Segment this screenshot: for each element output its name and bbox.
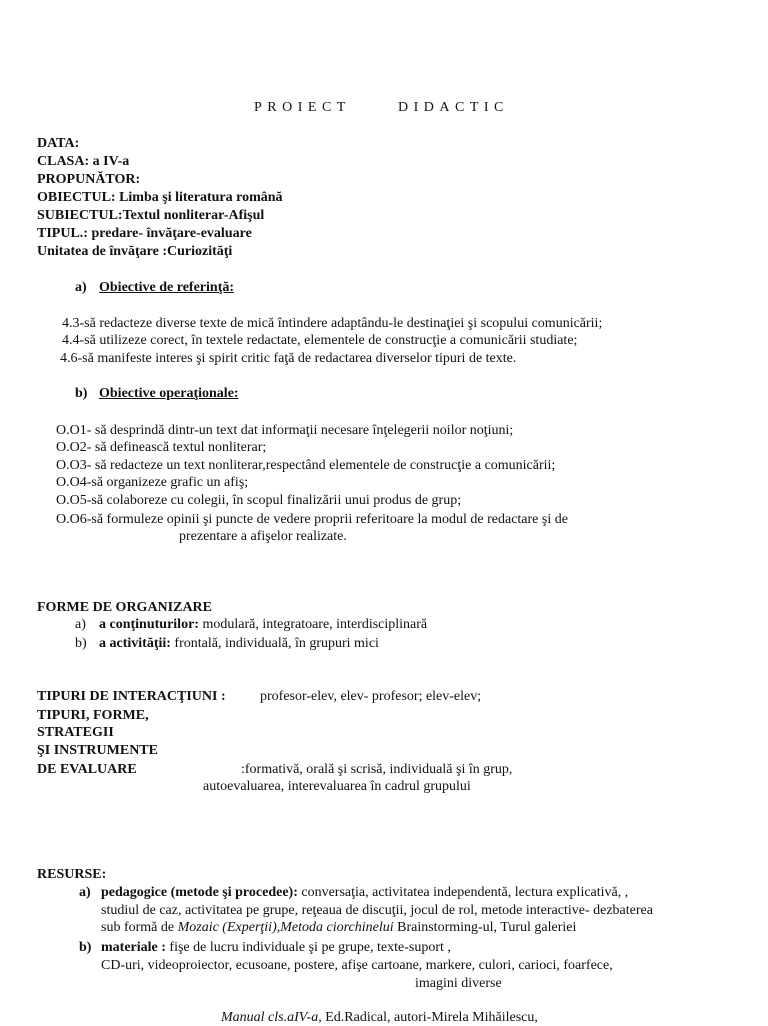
forme-heading: FORME DE ORGANIZARE bbox=[37, 600, 213, 615]
obj-ref-heading: Obiective de referinţă: bbox=[99, 280, 235, 295]
title-word-proiect: PROIECT bbox=[254, 100, 351, 115]
resurse-a-line-3-pre: sub formă de bbox=[101, 920, 178, 935]
obiectul-value: Limba şi literatura română bbox=[115, 190, 283, 205]
evaluare-line-3: ŞI INSTRUMENTE bbox=[37, 743, 158, 758]
obj-ref-marker: a) bbox=[75, 280, 87, 295]
clasa-value: a IV-a bbox=[89, 154, 130, 169]
subiectul-value: Textul nonliterar-Afişul bbox=[122, 208, 265, 223]
obj-ref-item: 4.6-să manifeste interes şi spirit critic faţă de redactarea diverselor tipuri de texte. bbox=[60, 351, 517, 366]
obj-op-heading: Obiective operaţionale: bbox=[99, 386, 239, 401]
subiectul-line bbox=[37, 207, 264, 224]
resurse-b-value: fişe de lucru individuale şi pe grupe, texte-suport , bbox=[165, 940, 451, 955]
tipul-label: TIPUL.: bbox=[37, 226, 88, 241]
data-label: DATA: bbox=[37, 136, 80, 151]
obj-op-item: O.O1- să desprindă dintr-un text dat informaţii necesare înţelegerii noilor noţiuni; bbox=[56, 423, 514, 438]
interactiuni-label: TIPURI DE INTERACŢIUNI : bbox=[37, 689, 226, 704]
obj-op-item: O.O4-să organizeze grafic un afiş; bbox=[56, 475, 249, 490]
title-word-didactic: DIDACTIC bbox=[398, 100, 509, 115]
forme-b-marker: b) bbox=[75, 636, 87, 651]
obj-op-item: O.O3- să redacteze un text nonliterar,respectând elementele de construcţie a comunicării; bbox=[56, 458, 556, 473]
evaluare-value-1: :formativă, orală şi scrisă, individuală şi în grup, bbox=[241, 762, 513, 777]
resurse-a-value: conversaţia, activitatea independentă, lectura explicativă, , bbox=[297, 885, 629, 900]
unitatea-value: Curiozităţi bbox=[167, 244, 233, 259]
evaluare-line-2: STRATEGII bbox=[37, 725, 114, 740]
resurse-a-line-3-post: Brainstorming-ul, Turul galeriei bbox=[393, 920, 577, 935]
resurse-a-line bbox=[101, 884, 628, 901]
obj-op-marker: b) bbox=[75, 386, 88, 401]
resurse-b-line-2: CD-uri, videoproiector, ecusoane, postere, afişe cartoane, markere, culori, carioci, foarfece, bbox=[101, 958, 613, 973]
forme-a-marker: a) bbox=[75, 617, 86, 632]
resurse-b-line-3: imagini diverse bbox=[415, 976, 502, 991]
tipul-value: predare- învăţare-evaluare bbox=[87, 226, 252, 241]
interactiuni-value: profesor-elev, elev- profesor; elev-elev; bbox=[260, 689, 482, 704]
forme-b-line bbox=[99, 635, 379, 652]
evaluare-line-4: DE EVALUARE bbox=[37, 762, 137, 777]
propunator-label: PROPUNĂTOR: bbox=[37, 172, 141, 187]
unitatea-label: Unitatea de învăţare : bbox=[37, 244, 167, 259]
resurse-a-label: pedagogice (metode şi procedee): bbox=[101, 885, 298, 900]
resurse-b-line bbox=[101, 939, 451, 956]
subiectul-label: SUBIECTUL: bbox=[37, 208, 123, 223]
clasa-line bbox=[37, 153, 129, 170]
resurse-a-marker: a) bbox=[79, 885, 91, 900]
manual-line bbox=[221, 1009, 538, 1026]
forme-b-value: frontală, individuală, în grupuri mici bbox=[170, 636, 379, 651]
resurse-heading: RESURSE: bbox=[37, 867, 107, 882]
clasa-label: CLASA: bbox=[37, 154, 90, 169]
manual-title: Manual cls.aIV-a, bbox=[221, 1010, 322, 1025]
obj-op-continuation: prezentare a afişelor realizate. bbox=[179, 529, 347, 544]
obj-op-item: O.O5-să colaboreze cu colegii, în scopul finalizării unui produs de grup; bbox=[56, 493, 462, 508]
forme-b-label: a activităţii: bbox=[99, 636, 171, 651]
obj-op-item: O.O2- să definească textul nonliterar; bbox=[56, 440, 267, 455]
evaluare-value-2: autoevaluarea, interevaluarea în cadrul grupului bbox=[203, 779, 471, 794]
obj-ref-item: 4.4-să utilizeze corect, în textele redactate, elementele de construcţie a comunicării studiate; bbox=[62, 333, 578, 348]
evaluare-line-1: TIPURI, FORME, bbox=[37, 708, 149, 723]
obiectul-line bbox=[37, 189, 283, 206]
obiectul-label: OBIECTUL: bbox=[37, 190, 116, 205]
obj-ref-item: 4.3-să redacteze diverse texte de mică întindere adaptându-le destinaţiei şi scopului comunicării; bbox=[62, 316, 603, 331]
obj-op-item: O.O6-să formuleze opinii şi puncte de vedere proprii referitoare la modul de redactare şi de bbox=[56, 512, 568, 527]
resurse-a-line-2: studiul de caz, activitatea pe grupe, reţeaua de discuţii, jocul de rol, metode interactive- dezbaterea bbox=[101, 903, 653, 918]
forme-a-line bbox=[99, 616, 427, 633]
resurse-b-marker: b) bbox=[79, 940, 92, 955]
tipul-line bbox=[37, 225, 252, 242]
resurse-b-label: materiale : bbox=[101, 940, 166, 955]
forme-a-value: modulară, integratoare, interdisciplinară bbox=[198, 617, 428, 632]
unitatea-line bbox=[37, 243, 232, 260]
forme-a-label: a conţinuturilor: bbox=[99, 617, 199, 632]
resurse-a-line-3-italic: Mozaic (Experţii),Metoda ciorchinelui bbox=[177, 920, 394, 935]
resurse-a-line-3 bbox=[101, 919, 576, 936]
manual-details: Ed.Radical, autori-Mirela Mihăilescu, bbox=[321, 1010, 538, 1025]
